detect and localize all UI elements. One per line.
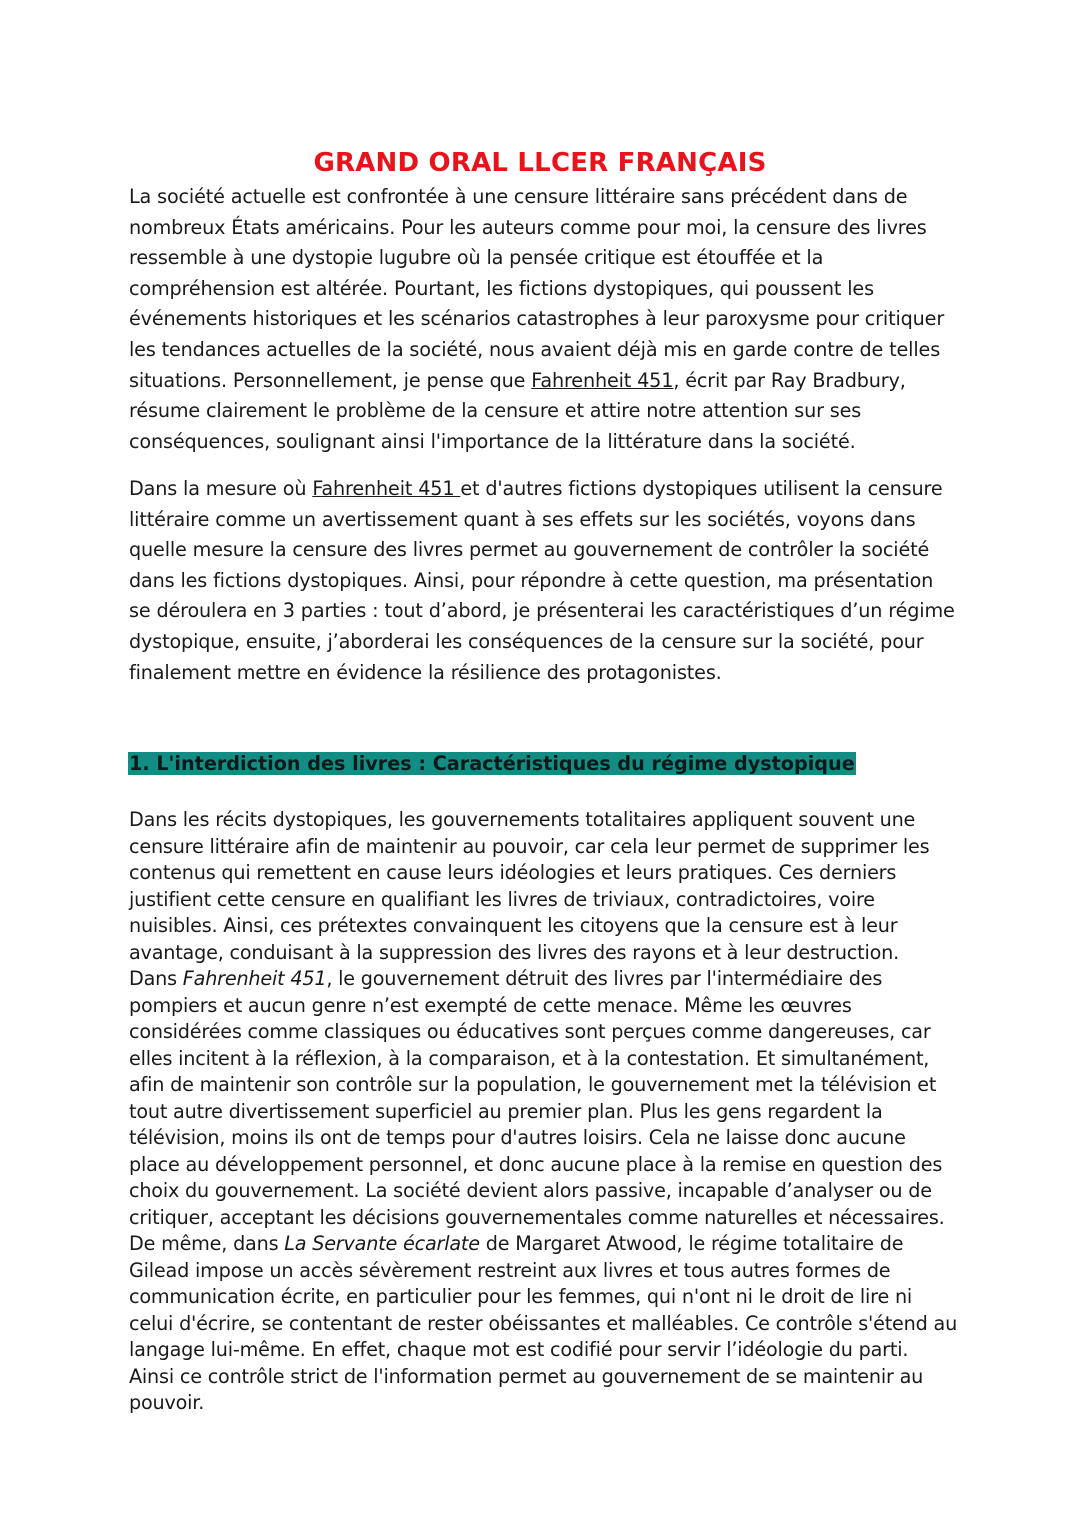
intro-paragraph-1-text-after: , écrit par Ray Bradbury, résume clairement le problème de la censure et attire notre attention sur ses conséquences, soulignant ainsi l'importance de la littérature dans la société.: [129, 368, 906, 453]
section-1-body-part-2: , le gouvernement détruit des livres par l'intermédiaire des pompiers et aucun genre n’est exempté de cette menace. Même les œuvres considérées comme classiques ou éducatives sont perçues comme dangereuses, car elles incitent à la réflexion, à la comparaison, et à la contestation. Et simultanément, afin de maintenir son contrôle sur la population, le gouvernement met la télévision et tout autre divertissement superficiel au premier plan. Plus les gens regardent la télévision, moins ils ont de temps pour d'autres loisirs. Cela ne laisse donc aucune place au développement personnel, et donc aucune place à la remise en question des choix du gouvernement. La société devient alors passive, incapable d’analyser ou de critiquer, acceptant les décisions gouvernementales comme naturelles et nécessaires.: [129, 967, 945, 1229]
intro-paragraph-1: [129, 182, 959, 457]
intro-paragraph-1-text-before: La société actuelle est confrontée à une censure littéraire sans précédent dans de nombreux États américains. Pour les auteurs comme pour moi, la censure des livres ressemble à une dystopie lugubre où la pensée critique est étouffée et la compréhension est altérée. Pourtant, les fictions dystopiques, qui poussent les événements historiques et les scénarios catastrophes à leur paroxysme pour critiquer les tendances actuelles de la société, nous avaient déjà mis en garde contre de telles situations. Personnellement, je pense que: [129, 185, 945, 392]
section-1-body-dans: Dans: [129, 967, 183, 990]
section-1-heading-text: 1. L'interdiction des livres : Caractéristiques du régime dystopique: [129, 752, 855, 775]
intro-paragraph-2: [129, 474, 959, 688]
intro-paragraph-2-text-before: Dans la mesure où: [129, 477, 313, 500]
section-1-body-de-meme: De même, dans: [129, 1232, 285, 1255]
book-title-fahrenheit: Fahrenheit 451: [531, 368, 674, 392]
intro-paragraph-2-text-after: et d'autres fictions dystopiques utilisent la censure littéraire comme un avertissement quant à ses effets sur les sociétés, voyons dans quelle mesure la censure des livres permet au gouvernement de contrôler la société dans les fictions dystopiques. Ainsi, pour répondre à cette question, ma présentation se déroulera en 3 parties : tout d’abord, je présenterai les caractéristiques d’un régime dystopique, ensuite, j’aborderai les conséquences de la censure sur la société, pour finalement mettre en évidence la résilience des protagonistes.: [129, 477, 955, 684]
book-title-fahrenheit: Fahrenheit 451: [312, 477, 461, 500]
section-1-heading: [128, 750, 856, 778]
section-1-body: [129, 807, 959, 1417]
section-1-body-part-3: de Margaret Atwood, le régime totalitaire de Gilead impose un accès sévèrement restreint aux livres et tous autres formes de communication écrite, en particulier pour les femmes, qui n'ont ni le droit de lire ni celui d'écrire, se contentant de rester obéissantes et malléables. Ce contrôle s'étend au langage lui-même. En effet, chaque mot est codifié pour servir l’idéologie du parti. Ainsi ce contrôle strict de l'information permet au gouvernement de se maintenir au pouvoir.: [129, 1232, 958, 1414]
book-title-fahrenheit-italic: Fahrenheit 451: [182, 967, 327, 990]
document-title: GRAND ORAL LLCER FRANÇAIS: [313, 148, 767, 179]
book-title-servante-ecarlate: La Servante écarlate: [284, 1232, 480, 1255]
section-1-body-part-1: Dans les récits dystopiques, les gouvernements totalitaires appliquent souvent une censure littéraire afin de maintenir au pouvoir, car cela leur permet de supprimer les contenus qui remettent en cause leurs idéologies et leurs pratiques. Ces derniers justifient cette censure en qualifiant les livres de triviaux, contradictoires, voire nuisibles. Ainsi, ces prétextes convainquent les citoyens que la censure est à leur avantage, conduisant à la suppression des livres des rayons et à leur destruction.: [129, 808, 930, 964]
